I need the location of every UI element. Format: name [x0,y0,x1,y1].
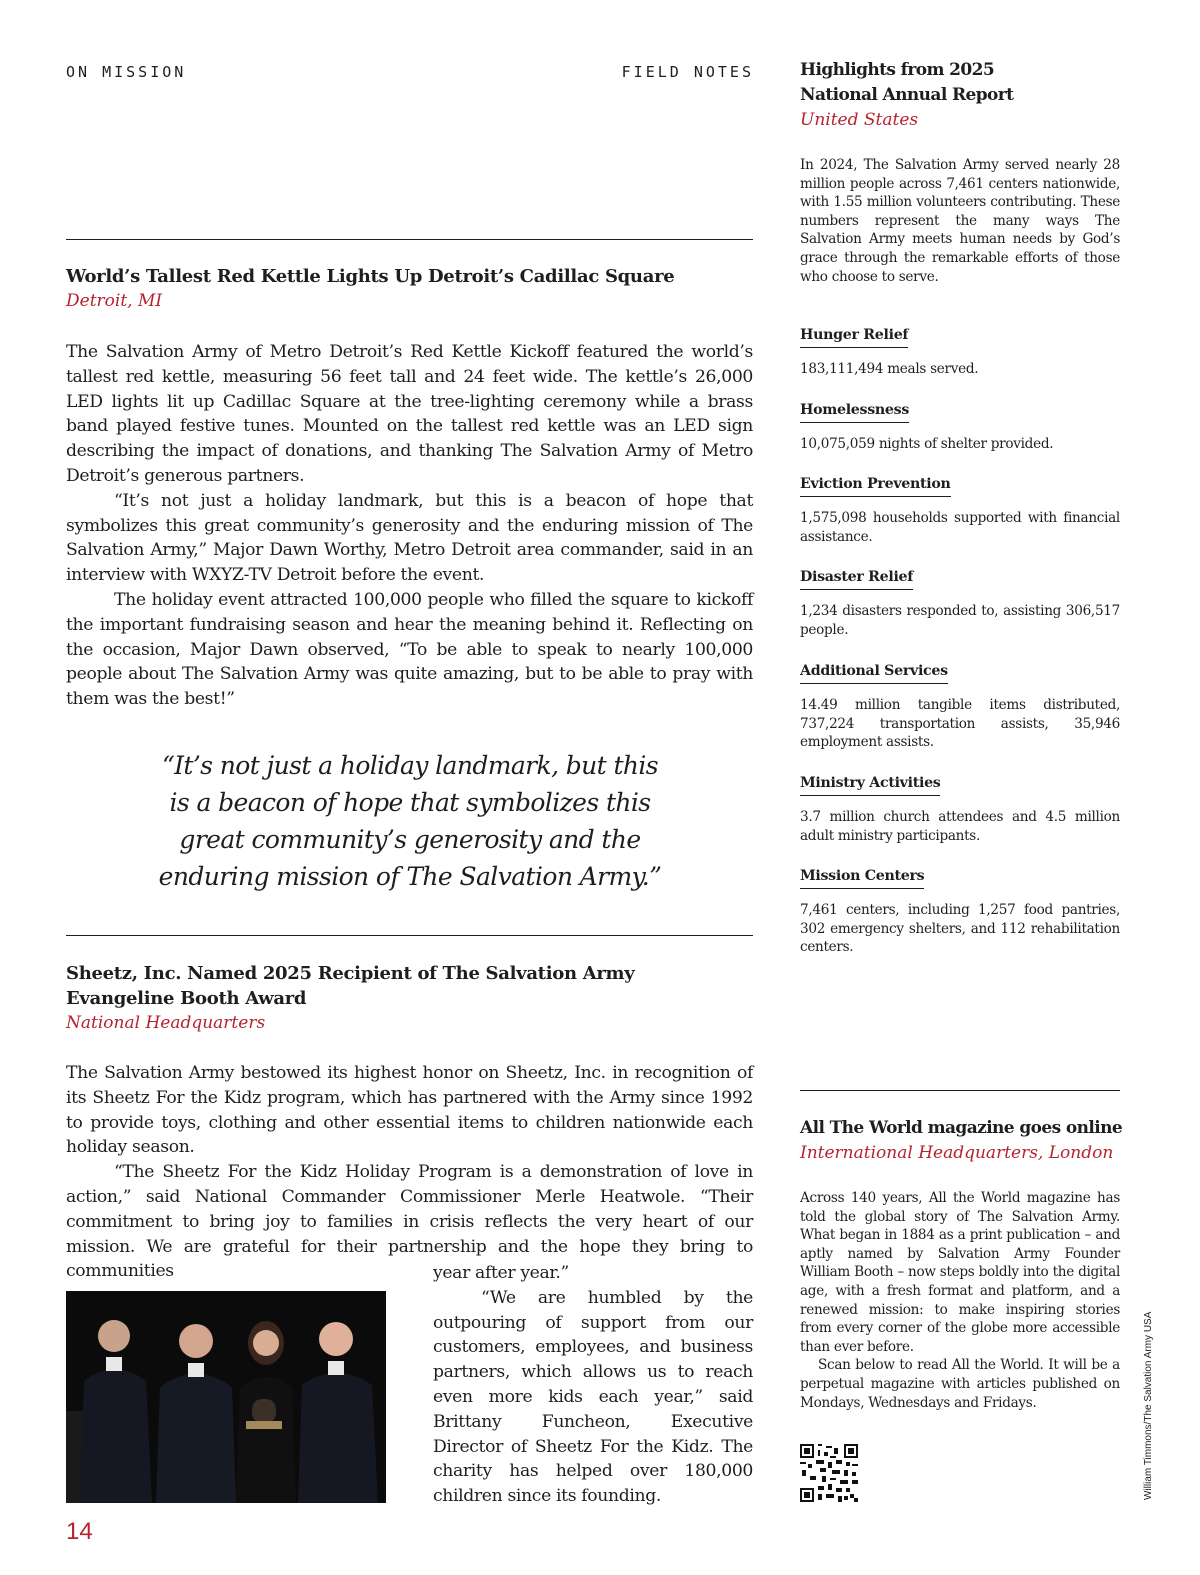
article-body-column [433,1261,753,1509]
stat-label: Homelessness [800,400,909,423]
sidebar-title [800,58,1130,108]
sidebar-dateline: International Headquarters, London [800,1143,1114,1163]
stat-label: Additional Services [800,661,948,684]
page-number: 14 [66,1518,93,1545]
article-divider [66,239,753,240]
article-paragraph: The holiday event attracted 100,000 people who filled the square to kickoff the important fundraising season and hear the meaning behind it. Reflecting on the occasion, Major Dawn observed, “To be able to speak to nearly 100,000 people about The Salvation Army was quite amazing, but to be able to pray with them was the best!” [66,589,753,710]
section-kicker: ON MISSION [66,63,187,81]
sidebar-stat [800,772,1120,845]
stat-label: Mission Centers [800,866,924,889]
sidebar-paragraph: Across 140 years, All the World magazine has told the global story of The Salvation Army. What began in 1884 as a print publication – and aptly named by Salvation Army Founder William Booth – now steps boldly into the digital age, with a fresh format and platform, and a renewed mission: to make inspiring stories from every corner of the globe more accessible than ever before. [800,1190,1120,1355]
article-paragraph: The Salvation Army bestowed its highest honor on Sheetz, Inc. in recognition of its Sheetz For the Kidz program, which has partnered with the Army since 1992 to provide toys, clothing and other essential items to children nationwide each holiday season. [66,1063,753,1158]
article-paragraph: “It’s not just a holiday landmark, but this is a beacon of hope that symbolizes this great community’s generosity and the enduring mission of The Salvation Army,” Major Dawn Worthy, Metro Detroit area commander, said in an interview with WXYZ-TV Detroit before the event. [66,490,753,586]
article-headline-line: Evangeline Booth Award [66,988,307,1009]
sidebar-stat [800,399,1120,454]
sidebar-title-line: National Annual Report [800,85,1014,105]
article-dateline: National Headquarters [66,1013,266,1033]
article-paragraph: “The Sheetz For the Kidz Holiday Program is a demonstration of love in action,” said National Commander Commissioner Merle Heatwole. “Their commitment to bring joy to families in crisis reflects the very heart of our mission. We are grateful for their partnership and the hope they bring to communities [66,1162,753,1282]
sidebar-headline: All The World magazine goes online [800,1118,1123,1138]
sidebar-stat [800,473,1120,546]
stat-value: 1,234 disasters responded to, assisting 306,517 people. [800,603,1120,638]
stat-value: 7,461 centers, including 1,257 food pantries, 302 emergency shelters, and 112 rehabilitation centers. [800,902,1120,956]
stat-label: Disaster Relief [800,567,913,590]
qr-code[interactable] [800,1444,858,1502]
sidebar-stat [800,324,1120,379]
pull-quote: “It’s not just a holiday landmark, but this is a beacon of hope that symbolizes this great community’s generosity and the enduring mission of The Salvation Army.” [158,751,662,891]
photo-credit: William Timmons/The Salvation Army USA [1143,1311,1154,1500]
article-divider [66,935,753,936]
article-paragraph: “We are humbled by the outpouring of support from our customers, employees, and business partners, which allows us to reach even more kids each year,” said Brittany Funcheon, Executive Director of Sheetz For the Kidz. The charity has helped over 180,000 children since its founding. [433,1287,753,1507]
article-paragraph: year after year.” [433,1263,569,1283]
stat-value: 183,111,494 meals served. [800,361,979,377]
article-body [66,1061,753,1284]
sidebar-stat [800,566,1120,639]
stat-value: 3.7 million church attendees and 4.5 million adult ministry participants. [800,809,1120,844]
stat-value: 10,075,059 nights of shelter provided. [800,436,1054,452]
sidebar-paragraph: Scan below to read All the World. It will be a perpetual magazine with articles published on Mondays, Wednesdays and Fridays. [800,1357,1120,1411]
stat-value: 1,575,098 households supported with financial assistance. [800,510,1120,545]
article-headline [66,961,766,1011]
award-photo [66,1291,386,1503]
stat-label: Hunger Relief [800,325,908,348]
stat-value: 14.49 million tangible items distributed, 737,224 transportation assists, 35,946 employment assists. [800,697,1120,751]
stat-label: Ministry Activities [800,773,940,796]
article-body [66,340,753,712]
sidebar-stat [800,865,1120,957]
sidebar-title-line: Highlights from 2025 [800,60,995,80]
award-photo-illustration [66,1291,386,1503]
department-kicker: FIELD NOTES [621,63,754,81]
sidebar-divider [800,1090,1120,1091]
sidebar-stat [800,660,1120,752]
sidebar-intro: In 2024, The Salvation Army served nearly 28 million people across 7,461 centers nationwide, with 1.55 million volunteers contributing. These numbers represent the many ways The Salvation Army meets human needs by God’s grace through the remarkable efforts of those who choose to serve. [800,157,1120,285]
article-headline-line: Sheetz, Inc. Named 2025 Recipient of The Salvation Army [66,963,635,984]
sidebar-body [800,1189,1120,1412]
article-paragraph: The Salvation Army of Metro Detroit’s Red Kettle Kickoff featured the world’s tallest red kettle, measuring 56 feet tall and 24 feet wide. The kettle’s 26,000 LED lights lit up Cadillac Square at the tree-lighting ceremony while a brass band played festive tunes. Mounted on the tallest red kettle was an LED sign describing the impact of donations, and thanking The Salvation Army of Metro Detroit’s generous partners. [66,342,753,486]
stat-label: Eviction Prevention [800,474,951,497]
article-headline: World’s Tallest Red Kettle Lights Up Detroit’s Cadillac Square [66,266,675,287]
sidebar-region: United States [800,110,919,130]
article-dateline: Detroit, MI [66,291,163,311]
